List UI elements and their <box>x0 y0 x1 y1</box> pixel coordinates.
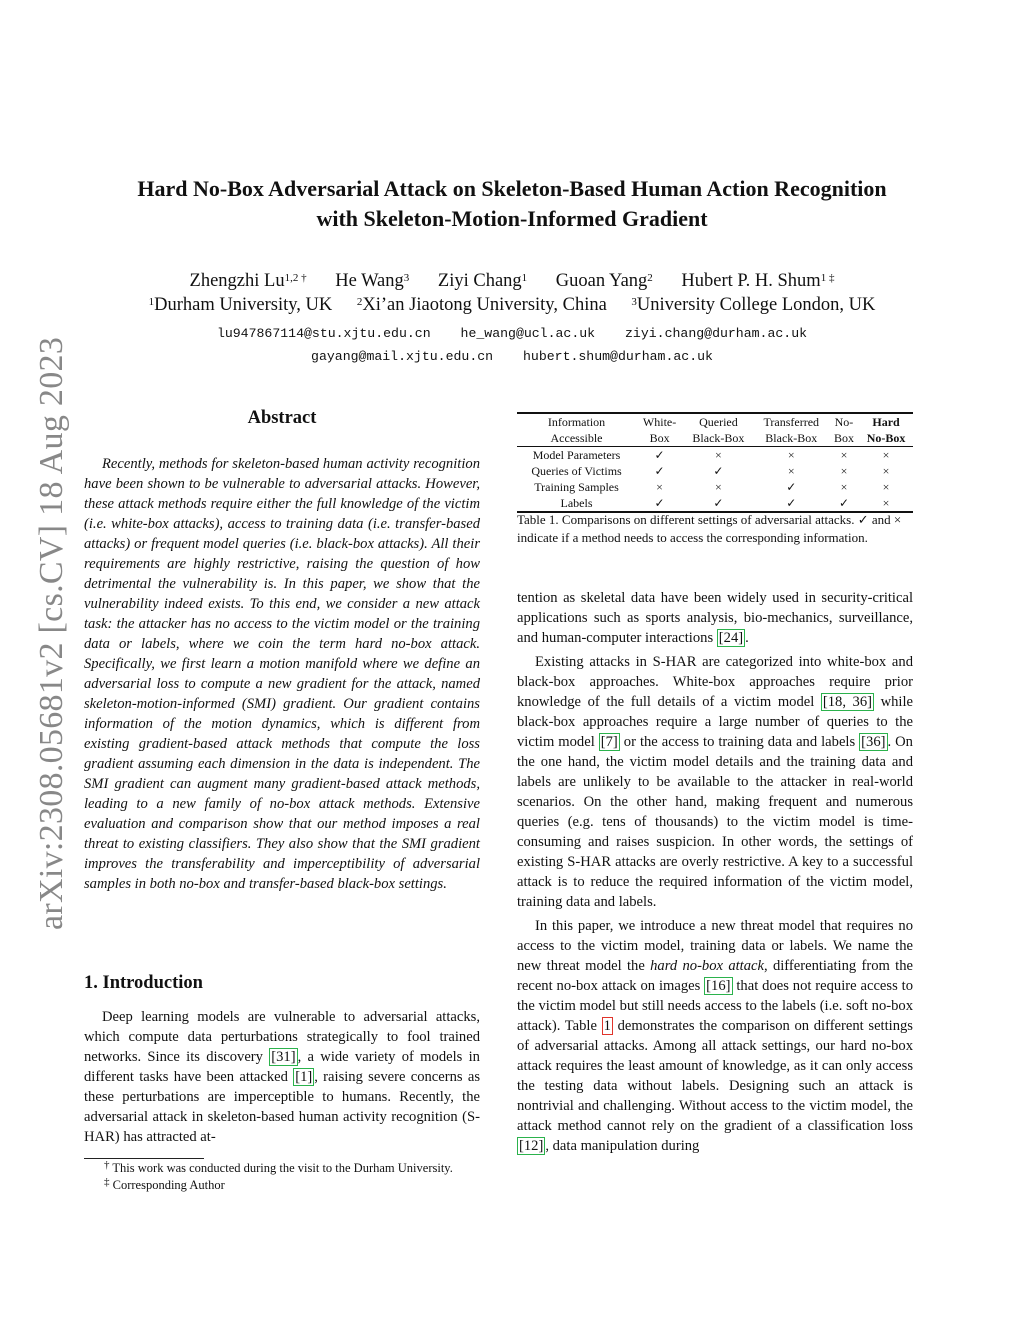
table-caption: Table 1. Comparisons on different settings of adversarial attacks. ✓ and × indicate if a method needs to access the corresponding information. <box>517 512 902 545</box>
table-cell: ✓ <box>654 496 665 510</box>
table-header: Transferred Black-Box <box>763 415 820 445</box>
author: Hubert P. H. Shum$^{1 \ddagger}$ <box>681 271 835 291</box>
footnote: † This work was conducted during the visit to the Durham University. <box>104 1159 453 1175</box>
email-list <box>60 322 964 368</box>
table-cell: × <box>787 464 795 478</box>
email-link[interactable]: he_wang@ucl.ac.uk <box>460 326 596 341</box>
abstract-heading: Abstract <box>247 408 317 428</box>
email-row <box>60 322 964 345</box>
row-label: Labels <box>560 496 593 510</box>
right-column-text <box>517 588 913 1160</box>
table-cell: ✓ <box>786 496 797 510</box>
row-label: Training Samples <box>534 480 619 494</box>
table-cell: × <box>882 448 890 462</box>
citation-link[interactable]: [7] <box>600 734 618 750</box>
author-list <box>60 269 964 293</box>
citation-link[interactable]: [1] <box>295 1069 313 1085</box>
paper-title <box>60 174 964 234</box>
affiliation: $^1$Durham University, UK <box>148 295 333 315</box>
table-cell: × <box>840 448 848 462</box>
table-cell: × <box>840 464 848 478</box>
table-cell: × <box>882 496 890 510</box>
email-link[interactable]: ziyi.chang@durham.ac.uk <box>625 326 808 341</box>
footnote-divider <box>84 1158 204 1159</box>
table-header: No- Box <box>833 415 854 445</box>
title-line-1: Hard No-Box Adversarial Attack on Skeleton-Based Human Action Recognition <box>137 176 887 201</box>
table-cell: ✓ <box>713 496 724 510</box>
footnotes <box>104 1160 453 1194</box>
table-cell: × <box>882 480 890 494</box>
table-header: Hard No-Box <box>866 415 906 445</box>
author: Zhengzhi $Lu^{1,2 \dagger}$ <box>189 271 307 291</box>
author: Ziyi Chang$^1$ <box>437 271 528 291</box>
citation-link[interactable]: [36] <box>861 734 886 750</box>
row-label: Model Parameters <box>532 448 621 462</box>
table-row <box>517 479 913 495</box>
comparison-table <box>517 412 913 513</box>
table-header: Information Accessible <box>547 415 606 445</box>
author: Guoan Yang$^2$ <box>555 271 653 291</box>
author: He Wang$^3$ <box>335 271 410 291</box>
citation-link[interactable]: [12] <box>519 1138 544 1154</box>
table-header-row <box>517 413 913 447</box>
citation-link[interactable]: [31] <box>271 1049 296 1065</box>
table-row <box>517 463 913 479</box>
table-reference-link[interactable]: 1 <box>603 1018 611 1034</box>
table-cell: ✓ <box>786 480 797 494</box>
arxiv-identifier[interactable]: arXiv:2308.05681v2 [cs.CV] 18 Aug 2023 <box>33 336 70 930</box>
citation-link[interactable]: [18, 36] <box>822 694 872 710</box>
table-row <box>517 495 913 512</box>
table-cell: × <box>656 480 663 494</box>
title-line-2: with Skeleton-Motion-Informed Gradient <box>316 206 708 231</box>
affiliation-list <box>60 293 964 317</box>
affiliation: $^2$Xi’an Jiaotong University, China <box>356 295 607 315</box>
table-cell: × <box>840 480 848 494</box>
table-cell: ✓ <box>713 464 724 478</box>
table-cell: × <box>787 448 795 462</box>
body-paragraph: tention as skeletal data have been widely used in security-critical applications such as sports analysis, bio-mechanics, surveillance, and human-computer interactions [24] . <box>517 590 913 646</box>
abstract-text: Recently, methods for skeleton-based human activity recognition have been shown to be vulnerable to adversarial attacks. However, these attack methods require either the full knowledge of the victim (i.e. white-box attacks), access to training data (i.e. transfer-based attacks) or frequent model queries (i.e. black-box attacks). All their requirements are highly restrictive, raising the question of how detrimental the vulnerability is. In this paper, we show that the vulnerability indeed exists. To this end, we consider a new attack task: the attacker has no access to the victim model or the training data or labels, where we coin the term hard no-box attack. Specifically, we first learn a motion manifold where we define an adversarial loss to compute a new gradient for the attack, named skeleton-motion-informed (SMI) gradient. Our gradient contains information of the motion dynamics, which is different from existing gradient-based attack methods that compute the loss gradient assuming each dimension in the data is independent. The SMI gradient can augment many gradient-based attack methods, leading to a new family of no-box attack methods. Extensive evaluation and comparison show that our method imposes a real threat to existing classifiers. They also show that the SMI gradient improves the transferability and imperceptibility of adversarial samples in both no-box and transfer-based black-box settings. <box>84 456 480 892</box>
table-header: White- Box <box>642 415 677 445</box>
table-header: Queried Black-Box <box>692 415 745 445</box>
citation-link[interactable]: [16] <box>706 978 731 994</box>
table-cell: ✓ <box>838 496 850 510</box>
table-cell: × <box>715 480 722 494</box>
introduction-paragraph: Deep learning models are vulnerable to adversarial attacks, which compute data perturbations strategically to fool trained networks. Since its discovery [31] , a wide variety of models in different tasks have been attacked [1] , raising severe concerns as these perturbations are imperceptible to humans. Recently, the adversarial attack in skeleton-based human activity recognition (S-HAR) has attracted at- <box>84 1009 481 1145</box>
table-row <box>517 447 913 464</box>
email-row <box>60 345 964 368</box>
email-link[interactable]: lu947867114@stu.xjtu.edu.cn <box>216 326 431 341</box>
table-cell: ✓ <box>654 448 665 462</box>
introduction-heading: 1. Introduction <box>84 973 203 993</box>
table-cell: ✓ <box>654 464 665 478</box>
row-label: Queries of Victims <box>531 464 622 478</box>
email-link[interactable]: hubert.shum@durham.ac.uk <box>523 349 713 364</box>
table-cell: × <box>715 448 722 462</box>
email-link[interactable]: gayang@mail.xjtu.edu.cn <box>311 349 494 364</box>
table-cell: × <box>882 464 890 478</box>
citation-link[interactable]: [24] <box>718 630 744 646</box>
affiliation: $^3$University College London, UK <box>631 295 876 315</box>
body-paragraph: In this paper, we introduce a new threat model that requires no access to the victim model, training data or labels. We name the new threat model the hard no-box attack, differentiating from the recent no-box attack on images [16] that does not require access to the victim model but still needs access to the labels (i.e. soft no-box attack). Table 1 demonstrates the comparison on different settings of adversarial attacks. Among all attack settings, our hard no-box attack requires the least amount of knowledge, as it can only access the testing data without labels. Designing such an attack is nontrivial and challenging. Without access to the victim model, the attack method cannot rely on the gradient of a classification loss [12] , data manipulation during <box>517 918 914 1154</box>
footnote: ‡ Corresponding Author <box>104 1176 225 1192</box>
body-paragraph: Existing attacks in S-HAR are categorized into white-box and black-box approaches. White-box approaches require prior knowledge of the full details of a victim model [18, 36] while black-box approaches require a large number of queries to the victim model [7] or the access to training data and labels [36] . On the one hand, the victim model details and the training data and labels are unlikely to be available to the attacker in real-world scenarios. On the other hand, making frequent and numerous queries (e.g. tens of thousands) to the victim model is time-consuming and raises suspicion. In other words, the settings of existing S-HAR attacks are overly restrictive. A key to a successful attack is to reduce the required information of the victim model, training data and labels. <box>517 654 913 910</box>
